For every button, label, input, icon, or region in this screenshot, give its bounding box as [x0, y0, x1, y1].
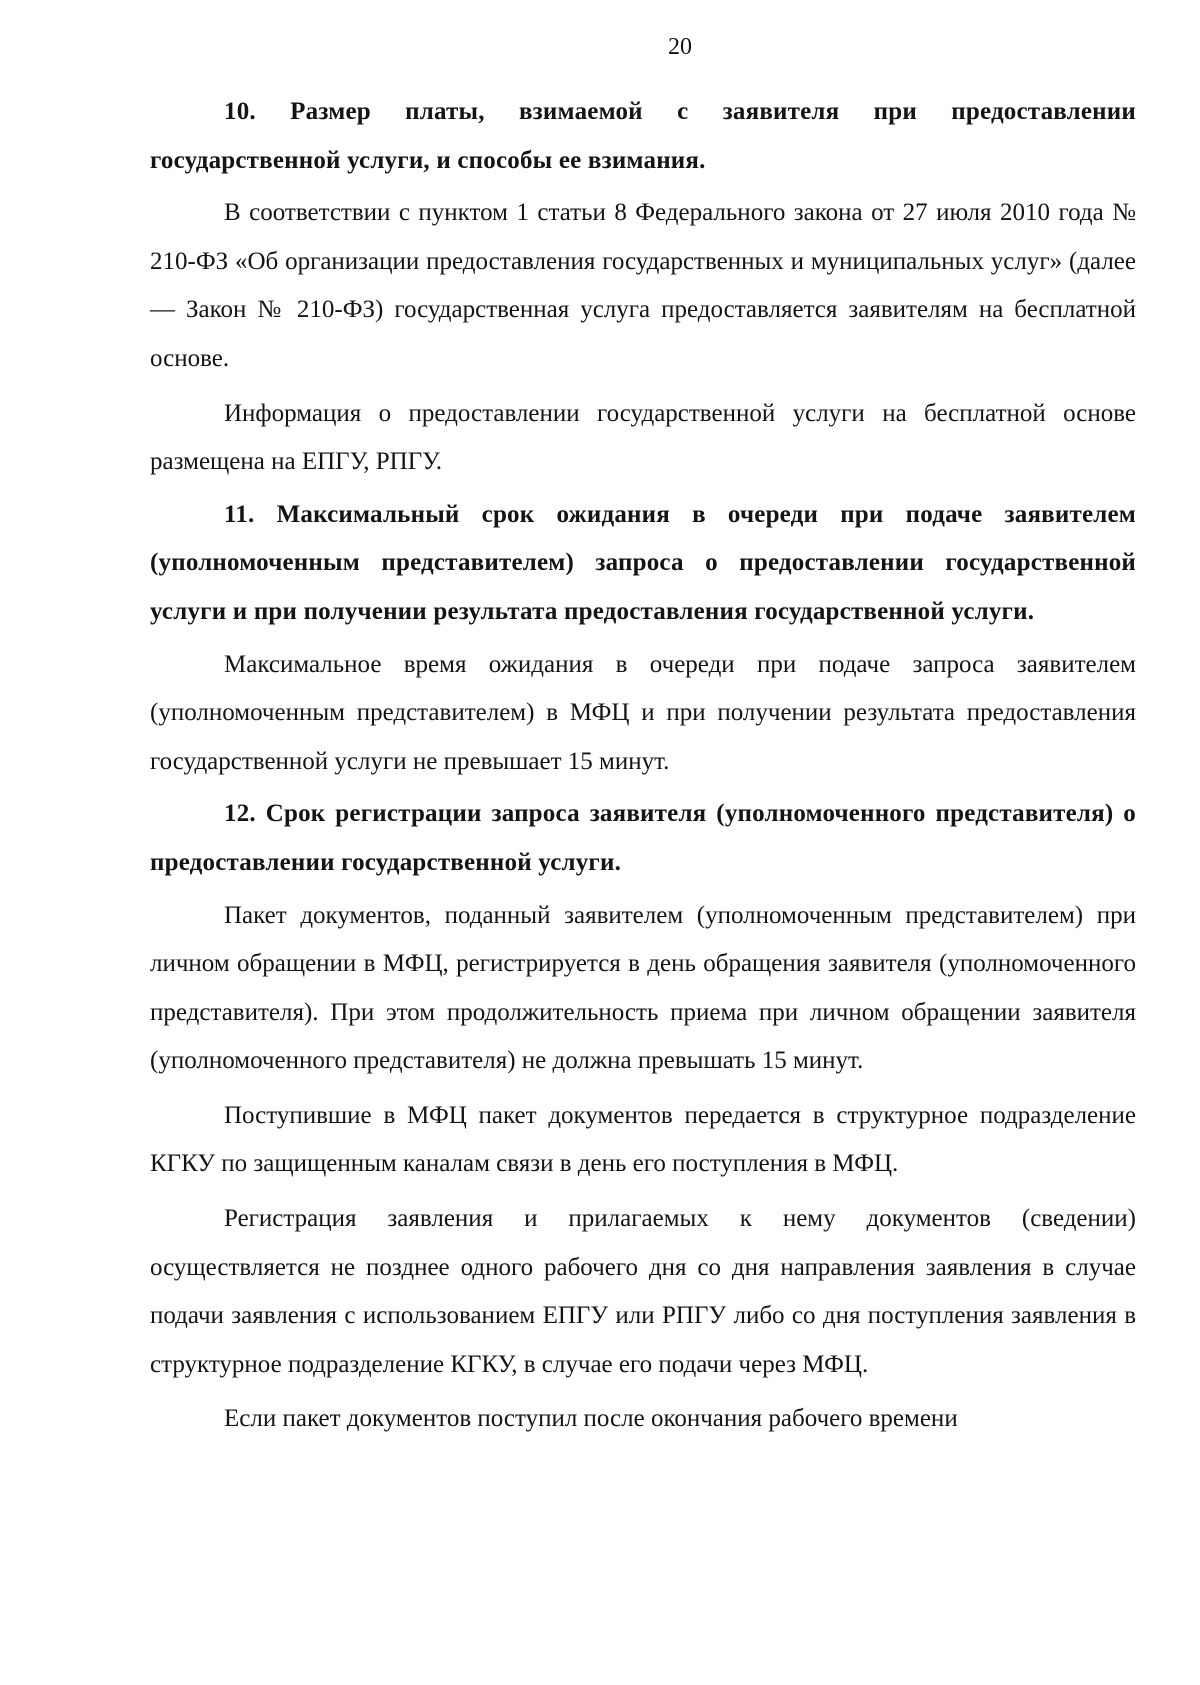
paragraph-after-hours: Если пакет документов поступил после окончания рабочего времени [224, 1405, 958, 1433]
paragraph-transfer-kgku: Поступившие в МФЦ пакет документов передается в структурное подразделение КГКУ по защищенным каналам связи в день его поступления в МФЦ. [150, 1101, 1136, 1178]
paragraph-fee-info: Информация о предоставлении государственной услуги на бесплатной основе размещена на ЕПГУ, РПГУ. [150, 399, 1136, 476]
section-11-heading: 11. Максимальный срок ожидания в очереди при подаче заявителем (уполномоченным представителем) запроса о предоставлении государственной услуги и при получении результата предоставления государственной услуги. [150, 500, 1136, 625]
section-12-heading: 12. Срок регистрации запроса заявителя (уполномоченного представителя) о предоставлении государственной услуги. [150, 800, 1136, 876]
page-number: 20 [668, 34, 692, 60]
paragraph-queue-time: Максимальное время ожидания в очереди при подаче запроса заявителем (уполномоченным представителем) в МФЦ и при получении результата предоставления государственной услуги не превышает 15 минут. [150, 650, 1136, 775]
document-body [150, 88, 1136, 1448]
paragraph-registration-deadline: Регистрация заявления и прилагаемых к нему документов (сведении) осуществляется не позднее одного рабочего дня со дня направления заявления в случае подачи заявления с использованием ЕПГУ или РПГУ либо со дня поступления заявления в структурное подразделение КГКУ, в случае его подачи через МФЦ. [150, 1205, 1136, 1378]
paragraph-registration-personal: Пакет документов, поданный заявителем (уполномоченным представителем) при личном обращении в МФЦ, регистрируется в день обращения заявителя (уполномоченного представителя). При этом продолжительность приема при личном обращении заявителя (уполномоченного представителя) не должна превышать 15 минут. [150, 901, 1136, 1075]
paragraph-fee-law: В соответствии с пунктом 1 статьи 8 Федерального закона от 27 июля 2010 года № 210-ФЗ «Об организации предоставления государственных и муниципальных услуг» (далее — Закон № 210-ФЗ) государственная услуга предоставляется заявителям на бесплатной основе. [150, 199, 1136, 372]
section-10-heading: 10. Размер платы, взимаемой с заявителя при предоставлении государственной услуги, и способы ее взимания. [150, 98, 1136, 174]
